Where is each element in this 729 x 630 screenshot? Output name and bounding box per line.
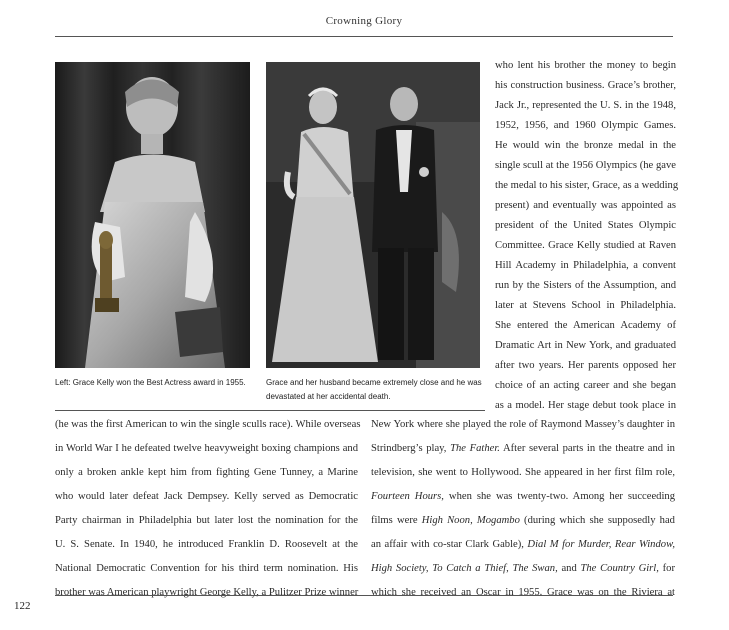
text-run: films were [371, 515, 422, 526]
running-head: Crowning Glory [325, 15, 403, 27]
left-figure-caption: Left: Grace Kelly won the Best Actress award in 1955. [55, 378, 246, 387]
body-line: Jack Jr., represented the U. S. in the 1948, [495, 100, 676, 111]
film-title: Dial M for Murder, Rear Window, [527, 539, 675, 550]
right-figure-caption-line-1: Grace and her husband became extremely close and he was [266, 378, 482, 387]
body-line [371, 535, 675, 555]
photo-oscar [55, 62, 250, 368]
photo-couple-image [266, 62, 480, 368]
body-line: National Democratic Convention for his third term nomination. His [55, 563, 358, 574]
body-line: who would later defeat Jack Dempsey. Kelly served as Democratic [55, 491, 358, 502]
body-line: He would win the bronze medal in the [495, 140, 676, 151]
page-number: 122 [14, 600, 31, 612]
body-line: 1952, 1956, and 1960 Olympic Games. [495, 120, 676, 131]
photo-oscar-image [55, 62, 250, 368]
film-title: High Society, To Catch a Thief, The Swan, [371, 563, 558, 574]
body-line: single scull at the 1956 Olympics (he gave [495, 160, 676, 171]
body-line: in World War I he defeated twelve heavyweight boxing champions and [55, 443, 358, 454]
body-line [371, 487, 675, 507]
body-line: present) and eventually was appointed as [495, 200, 676, 211]
body-line: run by the Sisters of the Assumption, and [495, 280, 676, 291]
body-line: Hill Academy in Philadelphia, a convent [495, 260, 676, 271]
body-line: television, she went to Hollywood. She appeared in her first film role, [371, 467, 675, 478]
text-run: Strindberg’s play, [371, 443, 451, 454]
body-line: as a model. Her stage debut took place in [495, 400, 676, 411]
body-line: Dramatic Art in New York, and graduated [495, 340, 676, 351]
body-line [371, 439, 675, 459]
film-title: The Country Girl, [580, 563, 659, 574]
text-run: (during which she supposedly had [519, 515, 675, 526]
film-title: High Noon, Mogambo [421, 515, 520, 526]
photo-couple [266, 62, 480, 368]
film-title: Fourteen Hours, [371, 491, 444, 502]
body-line: brother was American playwright George Kelly, a Pulitzer Prize winner [55, 587, 359, 598]
top-rule [55, 36, 673, 37]
body-line: choice of an acting career and she began [495, 380, 676, 391]
body-line: Committee. Grace Kelly studied at Raven [495, 240, 676, 251]
text-run: After several parts in the theatre and in [499, 443, 675, 454]
body-line: later at Stevens School in Philadelphia. [495, 300, 676, 311]
body-line: who lent his brother the money to begin [495, 60, 676, 71]
body-line: his construction business. Grace’s brother, [495, 80, 676, 91]
body-line: (he was the first American to win the single sculls race). While overseas [55, 419, 361, 430]
text-run: when she was twenty-two. Among her succeeding [443, 491, 675, 502]
body-line: which she received an Oscar in 1955. Grace was on the Riviera at [371, 587, 675, 598]
bottom-rule [55, 595, 673, 596]
body-line: the medal to his sister, Grace, as a wedding [495, 180, 679, 191]
body-line: after two years. Her parents opposed her [495, 360, 676, 371]
figure-rule [55, 410, 485, 411]
body-line: president of the United States Olympic [495, 220, 676, 231]
text-run: for [658, 563, 675, 574]
text-run: and [557, 563, 581, 574]
body-line: Party chairman in Philadelphia but later lost the nomination for the [55, 515, 358, 526]
body-line [371, 559, 675, 579]
body-line: only a broken ankle kept him from fighting Gene Tunney, a Marine [55, 467, 358, 478]
right-figure-caption-line-2: devastated at her accidental death. [266, 392, 391, 401]
text-run: an affair with co-star Clark Gable), [371, 539, 528, 550]
body-line [371, 511, 675, 531]
play-title: The Father. [450, 443, 500, 454]
body-line: New York where she played the role of Raymond Massey’s daughter in [371, 419, 675, 430]
body-line: U. S. Senate. In 1940, he introduced Franklin D. Roosevelt at the [55, 539, 358, 550]
body-line: She entered the American Academy of [495, 320, 676, 331]
